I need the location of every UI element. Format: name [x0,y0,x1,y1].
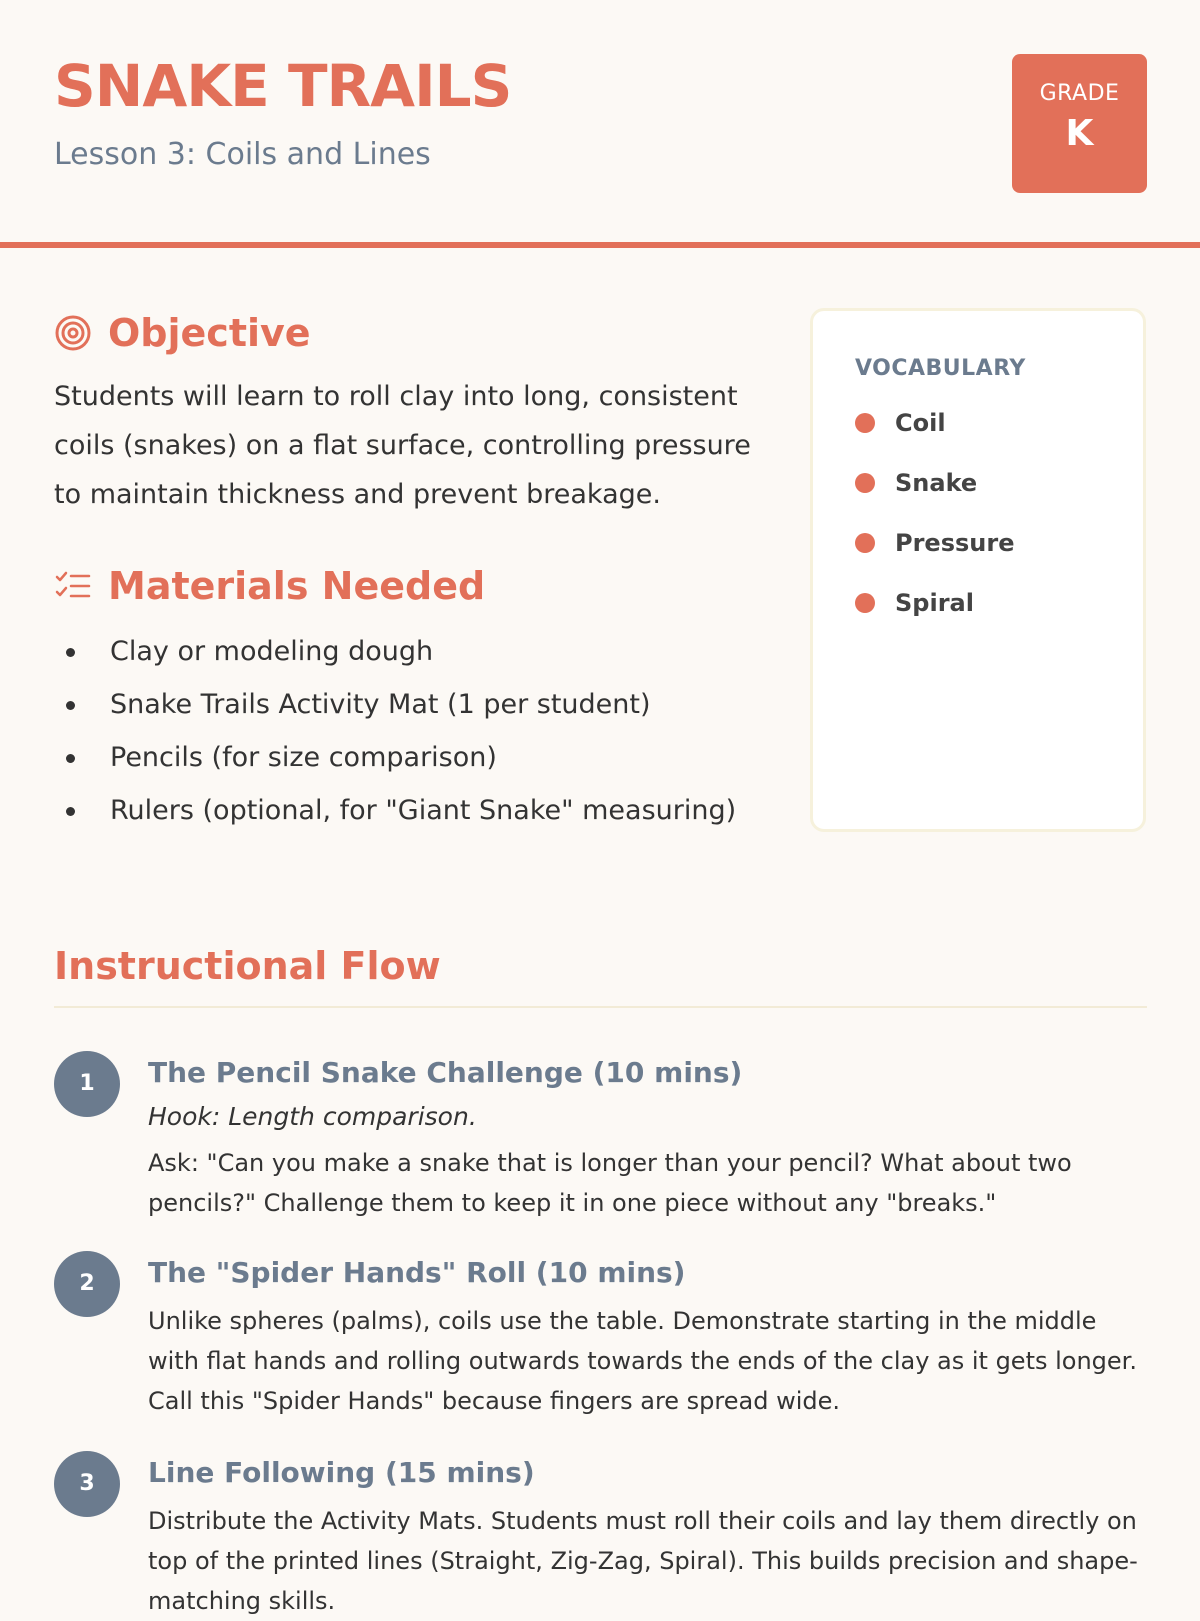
dot-icon [855,533,875,553]
material-item-label: Pencils (for size comparison) [110,742,497,773]
vocabulary-item [855,524,1014,584]
vocabulary-word: Pressure [895,529,1015,557]
bullet-icon [66,807,75,816]
lesson-subtitle: Lesson 3: Coils and Lines [54,137,431,172]
step-title: Line Following (15 mins) [148,1456,535,1489]
vocabulary-title: VOCABULARY [855,356,1026,381]
section-divider [54,1006,1147,1008]
dot-icon [855,593,875,613]
objective-heading [54,310,311,356]
objective-text: Students will learn to roll clay into long, consistent coils (snakes) on a flat surface, controlling pressure to maintain thickness and prevent breakage. [54,381,751,510]
step-title: The Pencil Snake Challenge (10 mins) [148,1056,743,1089]
lesson-title: SNAKE TRAILS [54,52,512,120]
dot-icon [855,413,875,433]
grade-badge [1012,54,1147,193]
list-item [54,784,774,837]
materials-heading-text: Materials Needed [108,564,486,608]
dot-icon [855,473,875,493]
vocabulary-card [810,308,1146,832]
grade-value: K [1065,113,1094,154]
bullet-icon [66,701,75,710]
step-number-badge: 3 [54,1451,120,1517]
vocabulary-item [855,584,1014,644]
target-icon [54,314,92,352]
objective-heading-text: Objective [108,311,311,355]
material-item-label: Snake Trails Activity Mat (1 per student) [110,689,651,720]
checklist-icon [54,567,92,605]
bullet-icon [66,754,75,763]
vocabulary-list [855,404,1014,644]
vocabulary-word: Spiral [895,589,974,617]
list-item [54,625,774,678]
materials-heading [54,563,485,609]
grade-label: GRADE [1039,81,1120,106]
instructional-flow-heading: Instructional Flow [54,944,441,988]
materials-list [54,625,774,837]
step-hook: Hook: Length comparison. [148,1102,477,1131]
vocabulary-word: Snake [895,469,978,497]
step-description: Ask: "Can you make a snake that is longer than your pencil? What about two pencils?" Challenge them to keep it in one piece without any "breaks." [148,1149,1072,1217]
list-item [54,678,774,731]
step-description: Distribute the Activity Mats. Students must roll their coils and lay them directly on top of the printed lines (Straight, Zig-Zag, Spiral). This builds precision and shape-matching skills. [148,1507,1138,1615]
step-number-badge: 2 [54,1251,120,1317]
lesson-header [0,0,1200,248]
step-description: Unlike spheres (palms), coils use the table. Demonstrate starting in the middle with flat hands and rolling outwards towards the ends of the clay as it gets longer. Call this "Spider Hands" because fingers are spread wide. [148,1307,1137,1415]
material-item-label: Clay or modeling dough [110,636,434,667]
list-item [54,731,774,784]
vocabulary-item [855,404,1014,464]
material-item-label: Rulers (optional, for "Giant Snake" measuring) [110,795,737,826]
bullet-icon [66,648,75,657]
vocabulary-item [855,464,1014,524]
step-number-badge: 1 [54,1051,120,1117]
vocabulary-word: Coil [895,409,946,437]
step-title: The "Spider Hands" Roll (10 mins) [148,1256,686,1289]
